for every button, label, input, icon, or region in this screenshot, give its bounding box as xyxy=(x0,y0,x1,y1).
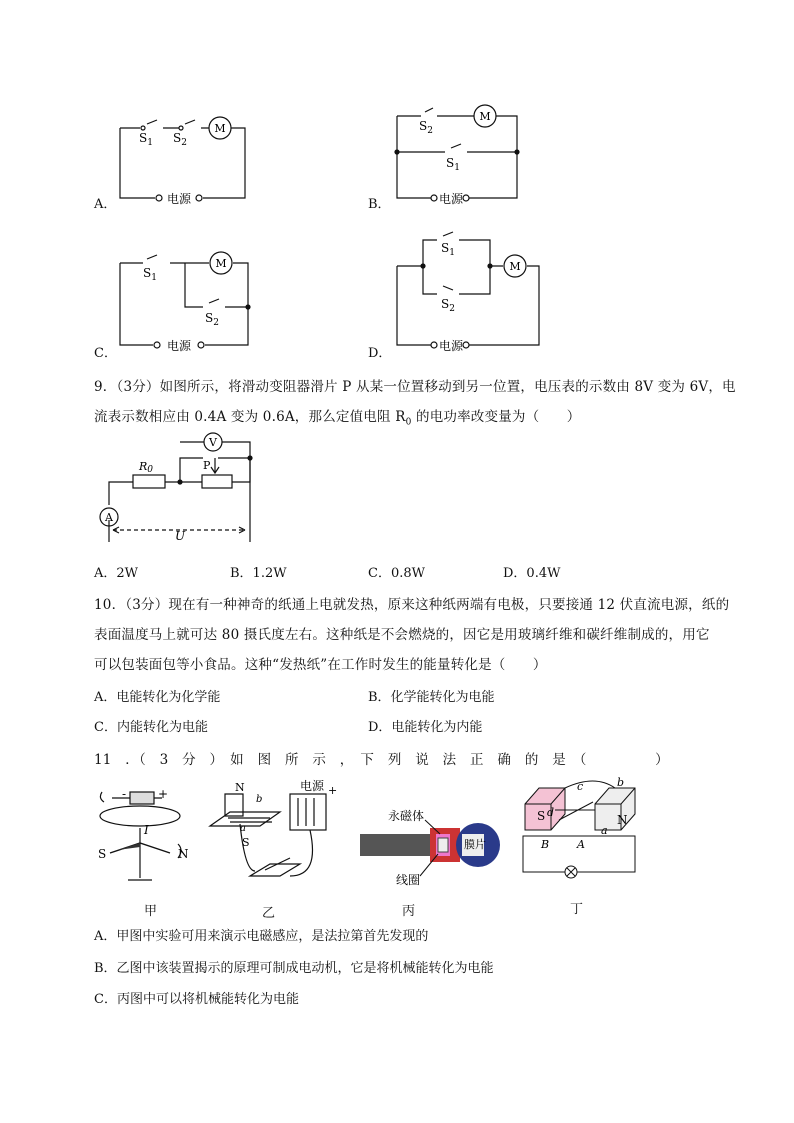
svg-text:M: M xyxy=(215,257,227,270)
svg-text:a: a xyxy=(240,823,246,834)
circuit-diagram-q9 xyxy=(95,430,265,555)
caption-bing: 丙 xyxy=(402,904,416,919)
svg-text:电源: 电源 xyxy=(439,192,464,206)
circuit-diagram-b xyxy=(385,100,535,210)
option-a-label: A． xyxy=(94,197,117,212)
question-10-line-2: 表面温度马上就可达 80 摄氏度左右。这种纸是不会燃烧的，因它是用玻璃纤维和碳纤维制成的，用它 xyxy=(94,627,710,643)
q11-option-b: B．乙图中该装置揭示的原理可制成电动机，它是将机械能转化为电能 xyxy=(94,961,494,976)
svg-text:永磁体: 永磁体 xyxy=(388,809,425,823)
question-9-line-1: 9．（3分）如图所示，将滑动变阻器滑片 P 从某一位置移动到另一位置，电压表的示数由 8V 变为 6V，电 xyxy=(94,379,736,395)
question-11-line-1: 11 ．（ 3 分 ） 如 图 所 示 ， 下 列 说 法 正 确 的 是 （ ） xyxy=(94,752,669,768)
figure-bing xyxy=(350,776,500,896)
q10-option-d: D．电能转化为内能 xyxy=(368,720,483,735)
voltmeter-label: V xyxy=(209,436,217,449)
q9-option-d: D．0.4W xyxy=(503,566,561,581)
svg-text:N: N xyxy=(617,813,628,827)
svg-text:S: S xyxy=(242,836,250,849)
figure-jia xyxy=(92,778,192,898)
svg-text:M: M xyxy=(479,110,491,123)
svg-text:线圈: 线圈 xyxy=(396,873,421,887)
q10-option-a: A．电能转化为化学能 xyxy=(94,690,221,705)
svg-text:电源: 电源 xyxy=(167,339,192,353)
svg-text:N: N xyxy=(178,847,189,861)
svg-text:b: b xyxy=(617,776,625,789)
svg-text:M: M xyxy=(509,260,521,273)
q9-option-b: B．1.2W xyxy=(230,566,287,581)
question-10-line-1: 10．（3分）现在有一种神奇的纸通上电就发热，原来这种纸两端有电极，只要接通 12 伏直流电源，纸的 xyxy=(94,597,730,613)
svg-text:-: - xyxy=(122,787,127,801)
svg-text:膜片: 膜片 xyxy=(464,838,486,851)
svg-text:a: a xyxy=(601,824,608,837)
svg-text:+: + xyxy=(328,784,338,797)
circuit-diagram-c xyxy=(95,245,265,360)
svg-text:S2: $S_2$ xyxy=(419,119,433,136)
caption-ding: 丁 xyxy=(570,902,584,917)
switch-s2-label: $S_2$ xyxy=(173,131,187,148)
svg-text:+: + xyxy=(158,787,169,801)
svg-text:B: B xyxy=(541,838,550,851)
motor-label: M xyxy=(214,122,226,135)
circuit-diagram-a xyxy=(95,100,265,210)
svg-text:电源: 电源 xyxy=(439,339,464,353)
option-c-label: C． xyxy=(94,346,117,361)
ammeter-label: A xyxy=(105,511,113,524)
option-d-label: D． xyxy=(368,346,392,361)
svg-text:S: S xyxy=(537,809,546,823)
svg-text:S1: $S_1$ xyxy=(143,266,157,283)
svg-text:S1: $S_1$ xyxy=(446,156,460,173)
q11-option-a: A．甲图中实验可用来演示电磁感应，是法拉第首先发现的 xyxy=(94,929,429,944)
question-9-line-2: 流表示数相应由 0.4A 变为 0.6A，那么定值电阻 $R_0$ 的电功率改变量为（ ） xyxy=(94,409,581,428)
question-10-line-3: 可以包装面包等小食品。这种“发热纸”在工作时发生的能量转化是（ ） xyxy=(94,657,547,673)
q11-option-c: C．丙图中可以将机械能转化为电能 xyxy=(94,992,299,1007)
switch-s1-label: $S_1$ xyxy=(139,131,153,148)
voltage-label: U xyxy=(175,529,186,543)
resistor-label: R0 xyxy=(139,460,154,475)
slider-label: P xyxy=(203,459,211,472)
svg-text:N: N xyxy=(235,781,245,794)
svg-text:c: c xyxy=(577,780,584,793)
q10-option-b: B．化学能转化为电能 xyxy=(368,690,495,705)
svg-text:d: d xyxy=(547,806,555,819)
figure-yi xyxy=(200,776,340,896)
circuit-diagram-d xyxy=(385,230,545,360)
figure-ding xyxy=(515,774,645,889)
caption-jia: 甲 xyxy=(144,904,158,919)
q9-option-c: C．0.8W xyxy=(368,566,425,581)
svg-text:S2: $S_2$ xyxy=(441,297,455,314)
option-b-label: B． xyxy=(368,197,391,212)
svg-text:S: S xyxy=(98,847,107,861)
svg-text:A: A xyxy=(577,838,585,851)
caption-yi: 乙 xyxy=(262,906,276,921)
svg-text:I: I xyxy=(144,823,149,837)
svg-text:电源: 电源 xyxy=(300,779,325,793)
power-source-label: 电源 xyxy=(167,192,192,206)
svg-text:b: b xyxy=(256,794,263,805)
q10-option-c: C．内能转化为电能 xyxy=(94,720,208,735)
svg-text:S2: $S_2$ xyxy=(205,311,219,328)
svg-text:S1: $S_1$ xyxy=(441,241,455,258)
q9-option-a: A．2W xyxy=(94,566,139,581)
